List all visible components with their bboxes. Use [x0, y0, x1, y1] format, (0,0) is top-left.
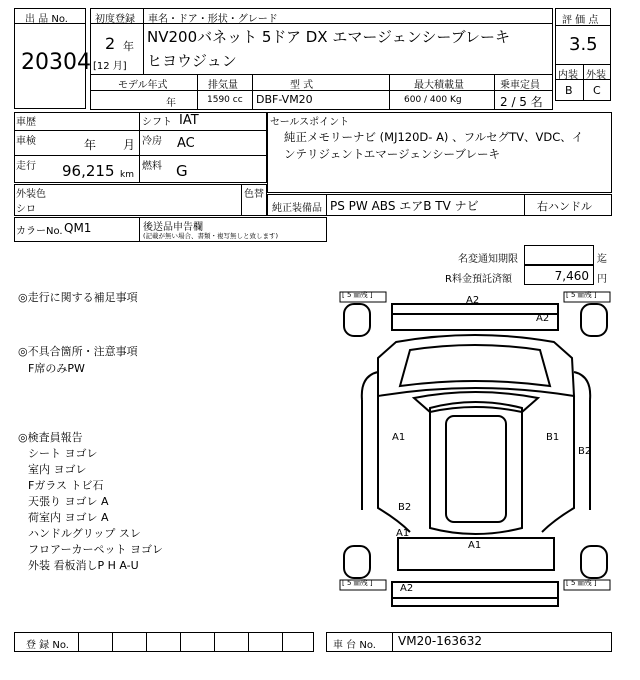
sales-point-line1: 純正メモリーナビ (MJ120D- A) 、フルセグTV、VDC、イ: [284, 130, 584, 144]
damage-mark-top-edge: A2: [536, 313, 550, 324]
ext-color-value: シロ: [16, 204, 36, 215]
tire-bl: [ 5 ㎜残 ]: [342, 579, 373, 587]
damage-mark-right-side: B1: [546, 432, 560, 443]
inspection-month: 月: [123, 138, 136, 152]
history-label: 車歴: [16, 117, 36, 128]
capacity-value: 2 / 5 名: [500, 95, 543, 109]
car-outline-svg: [338, 288, 612, 618]
damage-mark-top-bumper: A2: [466, 295, 480, 306]
post-docs-note: (記載が無い場合、書類・複写無しと致します): [143, 232, 279, 240]
recycle-value-box: [524, 265, 594, 285]
first-reg-label-cell: [90, 8, 144, 24]
inspection-year: 年: [84, 138, 97, 152]
ext-color-box: [14, 184, 267, 216]
defects-line: F席のみPW: [28, 362, 85, 375]
inspector-line: フロアーカーペット ヨゴレ: [28, 543, 163, 556]
interior-grade: B: [565, 84, 573, 97]
type-label: 型 式: [290, 80, 314, 91]
recycle-label: R料金預託済額: [445, 274, 512, 285]
inspector-line: 室内 ヨゴレ: [28, 463, 87, 476]
color-no-label: カラーNo.: [16, 226, 63, 237]
capacity-label: 乗車定員: [500, 80, 540, 91]
car-damage-diagram: [338, 288, 612, 618]
spec-value-row: [90, 90, 553, 110]
type-value: DBF-VM20: [256, 93, 313, 106]
supplement-title: ◎走行に関する補足事項: [18, 291, 138, 304]
damage-mark-rear-bumper: A2: [400, 583, 414, 594]
chassis-label: 車 台 No.: [333, 640, 376, 651]
inspector-line: 外装 看板消しP H A-U: [28, 559, 139, 572]
mileage-unit: km: [120, 170, 134, 180]
damage-mark-rear-panel: A1: [468, 540, 482, 551]
model-year-value: 年: [166, 98, 176, 109]
ext-color-label: 外装色: [16, 189, 46, 200]
inspector-line: 荷室内 ヨゴレ A: [28, 511, 109, 524]
interior-grade-cell: [555, 79, 584, 101]
displacement-label: 排気量: [208, 80, 238, 91]
vehicle-label: 車名・ドア・形状・グレード: [148, 14, 278, 25]
interior-label: 内装: [558, 70, 578, 81]
shift-label: シフト: [142, 117, 172, 128]
exterior-label: 外装: [586, 70, 606, 81]
post-docs-label: 後送品申告欄: [143, 222, 203, 233]
first-reg-label: 初度登録: [95, 14, 135, 25]
shift-value: IAT: [179, 113, 199, 128]
exterior-grade-cell: [583, 79, 611, 101]
notice-unit: 迄: [597, 254, 607, 265]
damage-mark-left-lower-2: A1: [396, 528, 410, 539]
equipment-value: PS PW ABS エアB TV ナビ: [330, 199, 479, 213]
inspector-line: ハンドルグリップ スレ: [28, 527, 141, 540]
chassis-value: VM20-163632: [398, 634, 482, 648]
inspector-title: ◎検査員報告: [18, 431, 83, 444]
inspector-list: [28, 446, 163, 574]
vehicle-name-line2: ヒヨウジュン: [147, 52, 237, 70]
first-reg-year-unit: 年: [123, 40, 134, 53]
vehicle-name-line1: NV200バネット 5ドア DX エマージェンシーブレーキ: [147, 28, 511, 46]
grade-cell: [555, 25, 611, 65]
max-load-value: 600 / 400 Kg: [404, 95, 462, 105]
tire-tr: [ 5 ㎜残 ]: [566, 291, 597, 299]
lot-number-cell: [14, 23, 91, 109]
damage-mark-left-side: A1: [392, 432, 406, 443]
detail-grid: [14, 112, 267, 183]
mileage-value: 96,215: [62, 162, 115, 180]
lot-label-cell: [14, 8, 86, 24]
inspector-line: 天張り ヨゴレ A: [28, 495, 109, 508]
grade-label-cell: [555, 8, 611, 26]
vehicle-label-cell: [143, 8, 553, 24]
grade-label: 評 価 点: [562, 15, 599, 26]
lot-label: 出 品 No.: [25, 14, 68, 25]
fuel-label: 燃料: [142, 161, 162, 172]
damage-mark-right-edge: B2: [578, 446, 592, 457]
tire-tl: [ 5 ㎜残 ]: [342, 291, 373, 299]
inspector-line: シート ヨゴレ: [28, 447, 98, 460]
mileage-label: 走行: [16, 161, 36, 172]
first-reg-cell: [90, 23, 144, 75]
ac-label: 冷房: [142, 136, 162, 147]
tire-br: [ 5 ㎜残 ]: [566, 579, 597, 587]
max-load-label: 最大積載量: [414, 80, 464, 91]
fuel-value: G: [176, 162, 188, 180]
first-reg-month: [12 月]: [93, 61, 127, 72]
interior-label-cell: [555, 64, 584, 80]
inspector-line: Fガラス トビ石: [28, 479, 104, 492]
reg-no-label: 登 録 No.: [26, 640, 69, 651]
vehicle-name-cell: [143, 23, 553, 75]
exterior-label-cell: [583, 64, 611, 80]
displacement-value: 1590 cc: [207, 95, 243, 105]
equipment-label: 純正装備品: [272, 203, 322, 214]
exterior-grade: C: [593, 84, 601, 97]
sales-point-line2: ンテリジェントエマージェンシーブレーキ: [284, 147, 501, 161]
grade-value: 3.5: [569, 34, 598, 55]
steering-value: 右ハンドル: [537, 200, 592, 213]
notice-value-box: [524, 245, 594, 265]
recycle-unit: 円: [597, 274, 607, 285]
notice-label: 名変通知期限: [458, 254, 518, 265]
ac-value: AC: [177, 136, 195, 151]
defects-title: ◎不具合箇所・注意事項: [18, 345, 138, 358]
lot-number: 20304: [21, 50, 91, 75]
color-no-value: QM1: [64, 221, 92, 235]
first-reg-year: 2: [105, 34, 116, 53]
sales-point-label: セールスポイント: [270, 117, 350, 128]
repaint-label: 色替: [244, 189, 264, 200]
damage-mark-left-lower-1: B2: [398, 502, 412, 513]
recycle-value: 7,460: [554, 269, 589, 283]
model-year-label: モデル年式: [118, 80, 168, 91]
inspection-label: 車検: [16, 136, 36, 147]
